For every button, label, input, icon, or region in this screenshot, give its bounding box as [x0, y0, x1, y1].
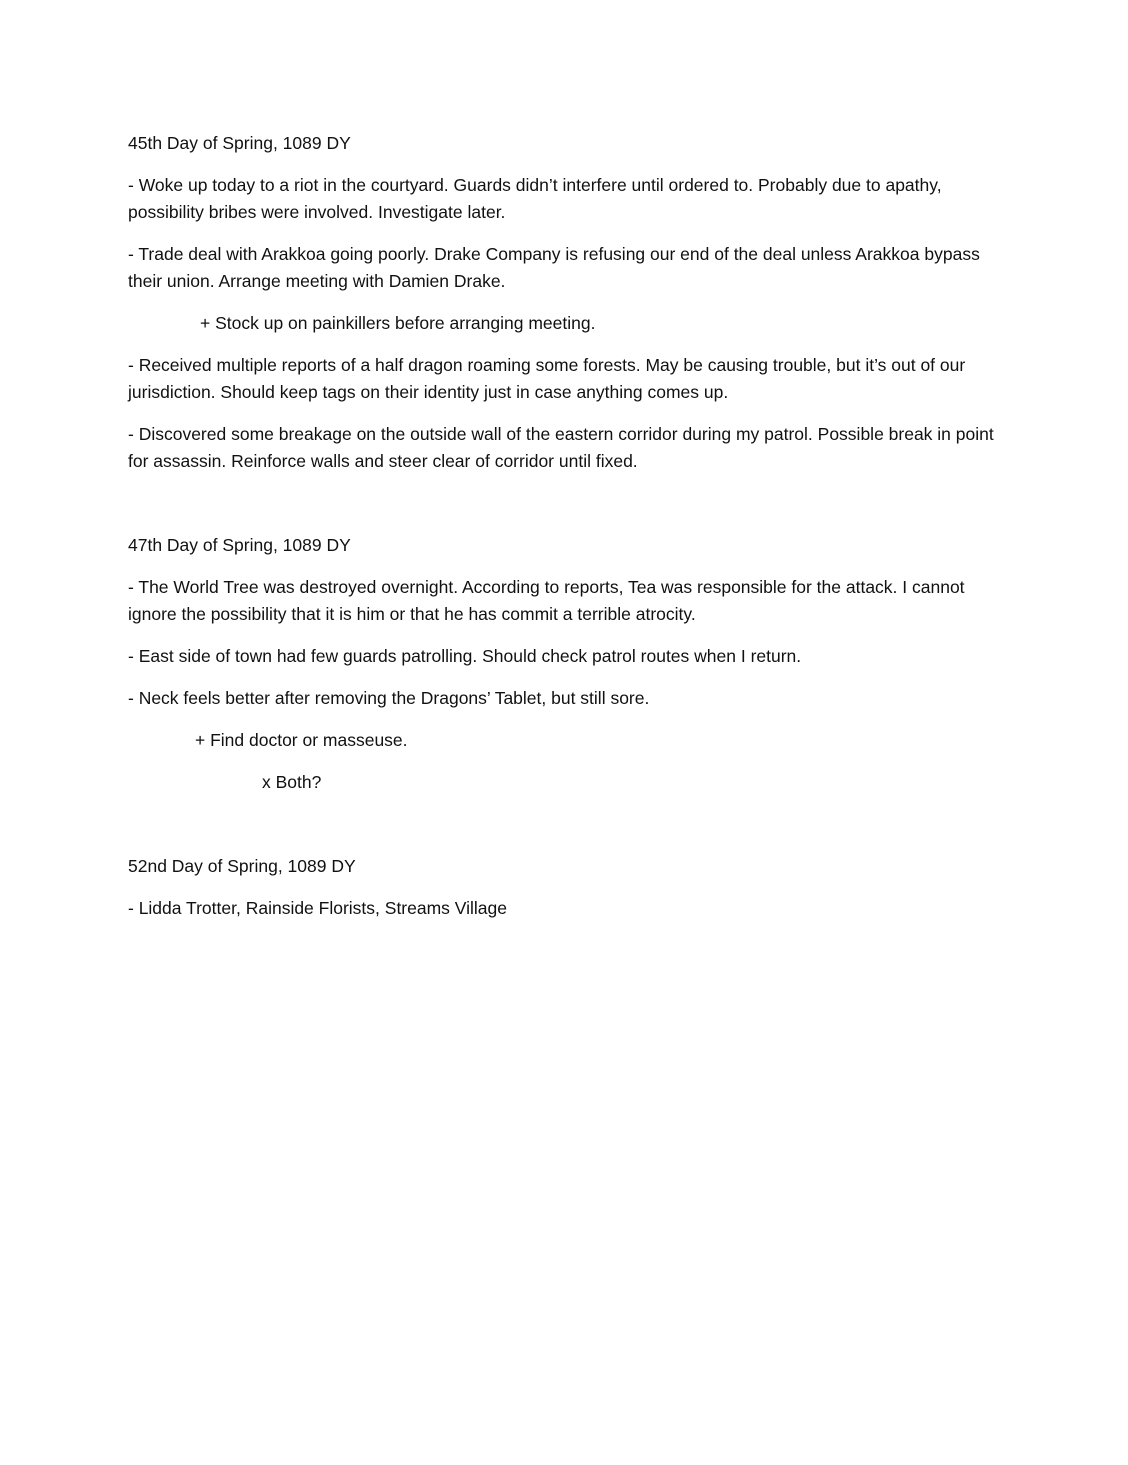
- entry-date: 45th Day of Spring, 1089 DY: [128, 133, 351, 153]
- journal-entry: [128, 853, 1000, 922]
- entry-subnote: + Find doctor or masseuse.: [195, 730, 408, 750]
- journal-entry: [128, 130, 1000, 475]
- entry-note: - Trade deal with Arakkoa going poorly. Drake Company is refusing our end of the deal unless Arakkoa bypass their union. Arrange meeting with Damien Drake.: [128, 244, 980, 291]
- entry-note: - The World Tree was destroyed overnight. According to reports, Tea was responsible for the attack. I cannot ignore the possibility that it is him or that he has commit a terrible atrocity.: [128, 577, 965, 624]
- entry-note: - Lidda Trotter, Rainside Florists, Streams Village: [128, 898, 508, 918]
- entry-note: - Woke up today to a riot in the courtyard. Guards didn’t interfere until ordered to. Probably due to apathy, possibility bribes were involved. Investigate later.: [128, 175, 942, 222]
- entry-date: 47th Day of Spring, 1089 DY: [128, 535, 351, 555]
- entry-date: 52nd Day of Spring, 1089 DY: [128, 856, 356, 876]
- journal-entry: [128, 532, 1000, 796]
- entry-note: - East side of town had few guards patrolling. Should check patrol routes when I return.: [128, 646, 802, 666]
- document-body: [128, 130, 1000, 937]
- entry-note: - Discovered some breakage on the outside wall of the eastern corridor during my patrol. Possible break in point for assassin. Reinforce walls and steer clear of corridor until fixed.: [128, 424, 994, 471]
- entry-subsubnote: x Both?: [262, 772, 322, 792]
- entry-subnote: + Stock up on painkillers before arranging meeting.: [200, 313, 596, 333]
- entry-note: - Received multiple reports of a half dragon roaming some forests. May be causing trouble, but it’s out of our jurisdiction. Should keep tags on their identity just in case anything comes up.: [128, 355, 966, 402]
- entry-note: - Neck feels better after removing the Dragons’ Tablet, but still sore.: [128, 688, 650, 708]
